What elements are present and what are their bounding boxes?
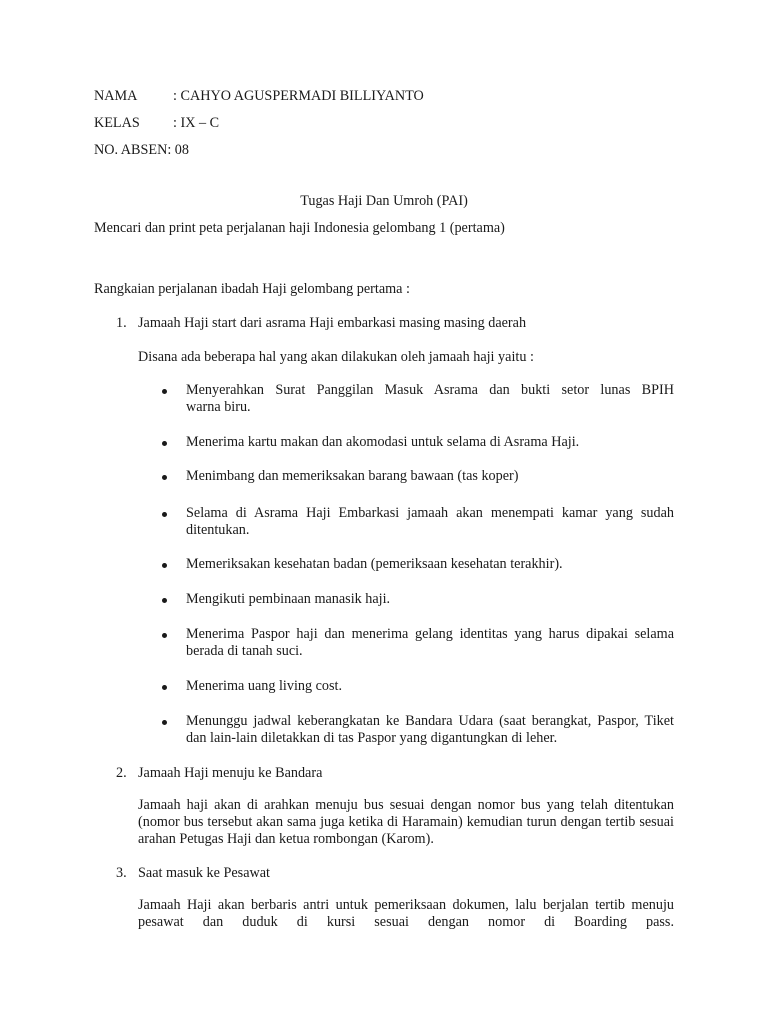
bullet-icon bbox=[162, 512, 167, 517]
kelas-label: KELAS bbox=[94, 115, 140, 131]
step-number: 3. bbox=[116, 865, 127, 881]
bullet-item: Memeriksakan kesehatan badan (pemeriksaan kesehatan terakhir). bbox=[186, 556, 563, 572]
step-title: Saat masuk ke Pesawat bbox=[138, 865, 270, 881]
intro-line: Rangkaian perjalanan ibadah Haji gelombang pertama : bbox=[94, 281, 410, 297]
bullet-icon bbox=[162, 598, 167, 603]
bullet-continuation: warna biru. bbox=[186, 399, 251, 415]
step-body: Jamaah Haji akan berbaris antri untuk pemeriksaan dokumen, lalu berjalan tertib menuju pesawat dan duduk di kursi sesuai dengan nomor di Boarding pass. bbox=[138, 897, 674, 930]
absen-line: NO. ABSEN: 08 bbox=[94, 142, 189, 158]
bullet-icon bbox=[162, 563, 167, 568]
bullet-item: Menerima Paspor haji dan menerima gelang identitas yang harus dipakai selama berada di tanah suci. bbox=[186, 626, 674, 659]
step-number: 2. bbox=[116, 765, 127, 781]
bullet-item: Menimbang dan memeriksakan barang bawaan (tas koper) bbox=[186, 468, 519, 484]
bullet-line: Menyerahkan Surat Panggilan Masuk Asrama dan bukti setor lunas BPIH bbox=[186, 382, 674, 398]
bullet-icon bbox=[162, 475, 167, 480]
step-lead: Disana ada beberapa hal yang akan dilakukan oleh jamaah haji yaitu : bbox=[138, 349, 534, 365]
nama-label: NAMA bbox=[94, 88, 138, 104]
document-subtitle: Mencari dan print peta perjalanan haji Indonesia gelombang 1 (pertama) bbox=[94, 220, 505, 236]
bullet-item: Menerima uang living cost. bbox=[186, 678, 343, 694]
bullet-item: Selama di Asrama Haji Embarkasi jamaah akan menempati kamar yang sudah ditentukan. bbox=[186, 505, 674, 538]
step-body: Jamaah haji akan di arahkan menuju bus sesuai dengan nomor bus yang telah ditentukan (nomor bus tersebut akan sama juga ketika di Haramain) kemudian turun dengan tertib sesuai arahan Petugas Haji dan ketua rombongan (Karom). bbox=[138, 797, 674, 847]
document-title: Tugas Haji Dan Umroh (PAI) bbox=[300, 193, 468, 209]
nama-value: : CAHYO AGUSPERMADI BILLIYANTO bbox=[173, 88, 424, 104]
bullet-icon bbox=[162, 441, 167, 446]
bullet-icon bbox=[162, 685, 167, 690]
step-title: Jamaah Haji start dari asrama Haji embarkasi masing masing daerah bbox=[138, 315, 527, 331]
bullet-item: Mengikuti pembinaan manasik haji. bbox=[186, 591, 391, 607]
bullet-icon bbox=[162, 389, 167, 394]
bullet-icon bbox=[162, 633, 167, 638]
kelas-value: : IX – C bbox=[173, 115, 220, 131]
bullet-item: Menunggu jadwal keberangkatan ke Bandara Udara (saat berangkat, Paspor, Tiket dan lain-lain diletakkan di tas Paspor yang digantungkan di leher. bbox=[186, 713, 674, 746]
step-title: Jamaah Haji menuju ke Bandara bbox=[138, 765, 323, 781]
bullet-item: Menerima kartu makan dan akomodasi untuk selama di Asrama Haji. bbox=[186, 434, 580, 450]
step-number: 1. bbox=[116, 315, 127, 331]
bullet-icon bbox=[162, 720, 167, 725]
